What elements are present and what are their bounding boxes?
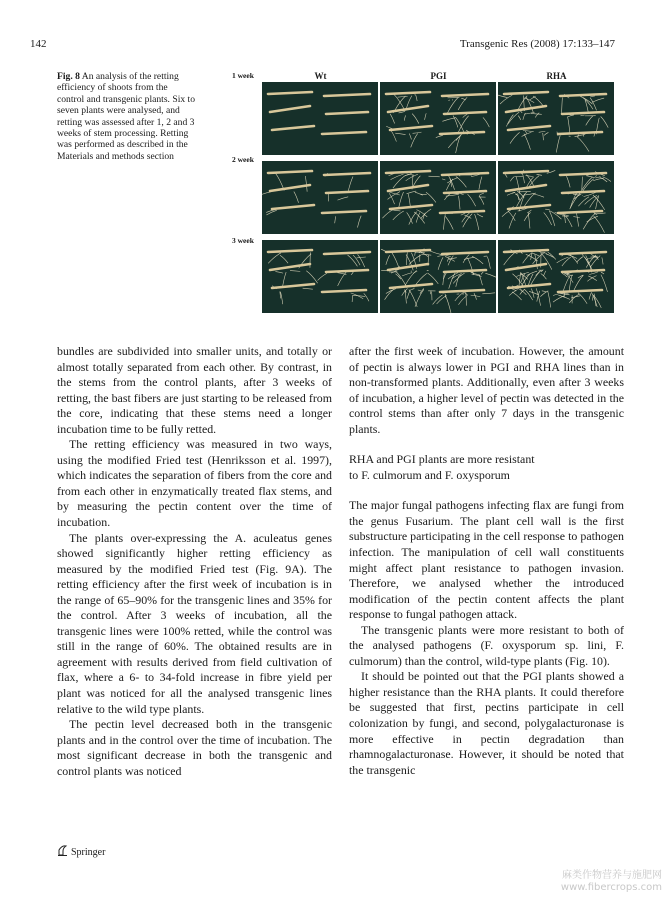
left-column (57, 344, 332, 779)
paragraph: The major fungal pathogens infecting flax are fungi from the genus Fusarium. The plant cell wall is the first substructure participating in the cell response to pathogen infection. The manipulation of cell wall constituents might affect plant resistance to pathogen invasion. Therefore, we analysed whether the introduced modification of the pectin content affects the plant response to fungal pathogen attack. (349, 498, 624, 622)
figure-label: Fig. 8 (57, 71, 80, 82)
photo-wt-week2 (262, 161, 378, 234)
photo-rha-week2 (498, 161, 614, 234)
row-label-week2: 2 week (232, 155, 254, 164)
springer-logo-icon (57, 844, 68, 860)
paragraph: The transgenic plants were more resistant to both of the analysed pathogens (F. oxysporum sp. lini, F. culmorum) than the control, wild-type plants (Fig. 10). (349, 622, 624, 668)
section-heading-line1: RHA and PGI plants are more resistant (349, 452, 535, 467)
publisher-name: Springer (71, 846, 106, 858)
paragraph: The pectin level decreased both in the transgenic plants and in the control over the time of incubation. The most significant decrease in both the transgenic and control plants was noticed (57, 717, 332, 778)
figure-caption-text: An analysis of the retting efficiency of shoots from the control and transgenic plants. Six to seven plants were analysed, and retting was assessed after 1, 2 and 3 weeks of stem processing. Retting was performed as described in the Materials and methods section (57, 71, 196, 162)
photo-pgi-week2 (380, 161, 496, 234)
photo-pgi-week3 (380, 240, 496, 313)
watermark-line1: 麻类作物营养与施肥网 (562, 870, 662, 881)
right-column (349, 344, 624, 778)
paragraph: after the first week of incubation. However, the amount of pectin is always lower in PGI and RHA lines than in non-transformed plants. Additionally, even after 3 weeks of incubation, a higher level of pectin was detected in the control stems than after only 7 days in the transgenic plants. (349, 344, 624, 436)
photo-wt-week1 (262, 82, 378, 155)
row-label-week1: 1 week (232, 71, 254, 80)
col-label-rha: RHA (546, 71, 567, 81)
photo-pgi-week1 (380, 82, 496, 155)
publisher-footer (57, 844, 105, 860)
paragraph: The plants over-expressing the A. aculeatus genes showed significantly higher retting efficiency as measured by the modified Fried test (Fig. 9A). The retting efficiency after the first week of incubation is in the range of 65–90% for the transgenic lines and 35% for the control. After 3 weeks of incubation, all the transgenic lines were 100% retted, while the control was still in the range of 60%. The obtained results are in agreement with results derived from field cultivation of flax, where a 6- to 34-fold increase in fibre yield per plant was noticed for all the analysed transgenic lines relative to the wild type plants. (57, 530, 332, 716)
photo-rha-week3 (498, 240, 614, 313)
section-heading-line2: to F. culmorum and F. oxysporum (349, 467, 510, 482)
paragraph: bundles are subdivided into smaller units, and totally or almost totally separated from each other. By contrast, in the stems from the control plants, after 3 weeks of retting, the bast fibers are just starting to be released from the core, indicating that these stems need a longer incubation time to be fully retted. (57, 344, 332, 436)
watermark (561, 870, 662, 894)
photo-wt-week3 (262, 240, 378, 313)
figure-caption (57, 71, 197, 162)
col-label-wt: Wt (314, 71, 327, 81)
row-label-week3: 3 week (232, 236, 254, 245)
paragraph: It should be pointed out that the PGI plants showed a higher resistance than the RHA plants. It could therefore be suggested that first, pectins participate in cell colonization by fungi, and second, polygalacturonase is more effective in pectin degradation than rhamnogalacturonase. However, it should be noted that the transgenic (349, 669, 624, 777)
section-heading (349, 452, 624, 483)
running-head: Transgenic Res (2008) 17:133–147 (459, 38, 615, 50)
watermark-line2: www.fibercrops.com (560, 882, 662, 893)
paragraph: The retting efficiency was measured in two ways, using the modified Fried test (Henriksson et al. 1997), which indicates the separation of fibers from the core and from each other in enzymatically treated flax stems, and by measuring the pectin content over the time of incubation. (57, 437, 332, 530)
col-label-pgi: PGI (430, 71, 447, 81)
page-number: 142 (30, 38, 47, 50)
photo-rha-week1 (498, 82, 614, 155)
